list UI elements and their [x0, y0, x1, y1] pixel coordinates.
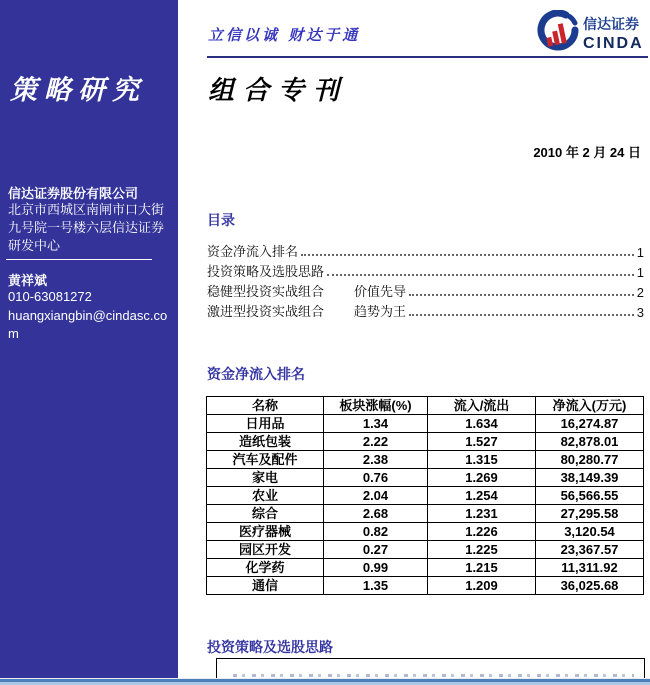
sector-net-inflow: 56,566.55: [536, 487, 644, 505]
toc-item[interactable]: [207, 280, 644, 300]
table-row: [207, 415, 644, 433]
toc-leader-dots: [409, 294, 634, 296]
toc-page-number: 1: [636, 245, 644, 260]
table-row: [207, 505, 644, 523]
table-row: [207, 559, 644, 577]
sector-name: 园区开发: [207, 541, 324, 559]
sector-net-inflow: 27,295.58: [536, 505, 644, 523]
toc-item-label: 稳健型投资实战组合: [207, 284, 325, 299]
sector-name: 农业: [207, 487, 324, 505]
report-date: 2010 年 2 月 24 日: [533, 145, 641, 160]
sector-change: 0.82: [324, 523, 428, 541]
toc-list: [207, 240, 644, 320]
toc-leader-dots: [409, 314, 634, 316]
table-row: [207, 469, 644, 487]
sector-ratio: 1.225: [428, 541, 536, 559]
analyst-email: huangxiangbin@cindasc.com: [8, 308, 168, 341]
toc-item-sublabel: 趋势为王: [354, 304, 407, 319]
company-name: 信达证券股份有限公司: [8, 186, 139, 201]
toc-item[interactable]: [207, 260, 644, 280]
sector-net-inflow: 11,311.92: [536, 559, 644, 577]
sector-net-inflow: 16,274.87: [536, 415, 644, 433]
sector-name: 医疗器械: [207, 523, 324, 541]
table-row: [207, 523, 644, 541]
sector-name: 化学药: [207, 559, 324, 577]
sector-change: 0.27: [324, 541, 428, 559]
fund-flow-heading: 资金净流入排名: [207, 366, 305, 382]
sector-ratio: 1.269: [428, 469, 536, 487]
sector-ratio: 1.209: [428, 577, 536, 595]
header-rule: [207, 56, 648, 58]
logo-cn-text: 信达证券: [583, 16, 639, 32]
sector-name: 造纸包装: [207, 433, 324, 451]
toc-item-label: 资金净流入排名: [207, 244, 299, 259]
address-line: 九号院一号楼六层信达证券: [8, 220, 165, 235]
fund-flow-table: [206, 396, 644, 595]
sector-change: 2.38: [324, 451, 428, 469]
sector-change: 2.04: [324, 487, 428, 505]
sector-net-inflow: 38,149.39: [536, 469, 644, 487]
table-header-row: [207, 397, 644, 415]
sector-change: 2.22: [324, 433, 428, 451]
sector-net-inflow: 80,280.77: [536, 451, 644, 469]
sector-net-inflow: 23,367.57: [536, 541, 644, 559]
report-category-title: 策略研究: [10, 75, 146, 106]
sector-change: 1.35: [324, 577, 428, 595]
toc-item[interactable]: [207, 240, 644, 260]
window-bottom-border: [0, 678, 650, 685]
sector-net-inflow: 3,120.54: [536, 523, 644, 541]
toc-heading: 目录: [207, 212, 235, 228]
page-title: 组合专刊: [208, 76, 349, 106]
sector-net-inflow: 82,878.01: [536, 433, 644, 451]
sector-ratio: 1.527: [428, 433, 536, 451]
analyst-name: 黄祥斌: [8, 273, 48, 288]
sector-ratio: 1.215: [428, 559, 536, 577]
sector-name: 综合: [207, 505, 324, 523]
analyst-phone: 010-63081272: [8, 289, 92, 304]
address-line: 北京市西城区南闸市口大街: [8, 202, 165, 217]
column-header: 板块涨幅(%): [324, 397, 428, 415]
strategy-heading: 投资策略及选股思路: [207, 639, 333, 655]
sidebar-divider: [6, 259, 152, 260]
sector-ratio: 1.634: [428, 415, 536, 433]
toc-item-sublabel: 价值先导: [354, 284, 407, 299]
sector-change: 0.76: [324, 469, 428, 487]
toc-page-number: 1: [636, 265, 644, 280]
sector-ratio: 1.231: [428, 505, 536, 523]
sector-net-inflow: 36,025.68: [536, 577, 644, 595]
sector-change: 1.34: [324, 415, 428, 433]
sector-name: 日用品: [207, 415, 324, 433]
column-header: 净流入(万元): [536, 397, 644, 415]
toc-page-number: 2: [636, 285, 644, 300]
toc-page-number: 3: [636, 305, 644, 320]
clipped-text-sliver: [233, 674, 634, 677]
table-row: [207, 577, 644, 595]
column-header: 名称: [207, 397, 324, 415]
table-row: [207, 541, 644, 559]
address-line: 研发中心: [8, 238, 61, 253]
sector-ratio: 1.226: [428, 523, 536, 541]
sector-name: 家电: [207, 469, 324, 487]
table-row: [207, 451, 644, 469]
toc-item-label: 激进型投资实战组合: [207, 304, 325, 319]
sector-change: 2.68: [324, 505, 428, 523]
sector-name: 汽车及配件: [207, 451, 324, 469]
sector-ratio: 1.254: [428, 487, 536, 505]
cinda-logo-icon: [536, 10, 648, 56]
column-header: 流入/流出: [428, 397, 536, 415]
toc-leader-dots: [327, 274, 634, 276]
sector-name: 通信: [207, 577, 324, 595]
company-slogan: 立信以诚 财达于通: [208, 26, 361, 44]
toc-item-label: 投资策略及选股思路: [207, 264, 325, 279]
table-row: [207, 433, 644, 451]
logo-en-text: CINDA: [583, 35, 644, 52]
logo-bars-icon: [544, 23, 567, 47]
sidebar: [0, 0, 178, 678]
company-address: [8, 201, 174, 255]
toc-leader-dots: [301, 254, 634, 256]
toc-item[interactable]: [207, 300, 644, 320]
sector-ratio: 1.315: [428, 451, 536, 469]
sector-change: 0.99: [324, 559, 428, 577]
table-row: [207, 487, 644, 505]
